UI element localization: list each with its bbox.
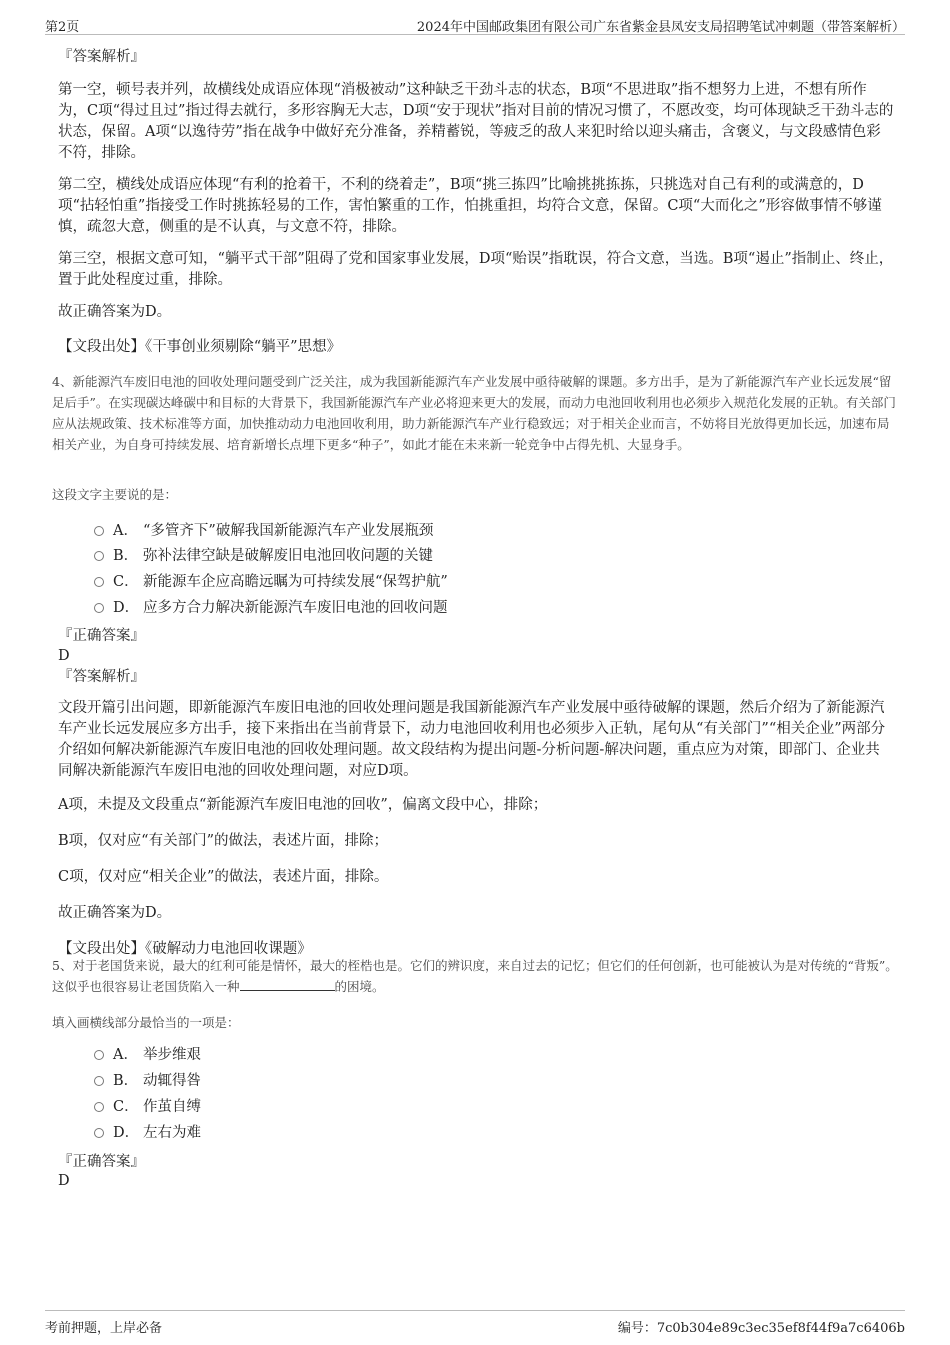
footer-slogan: 考前押题，上岸必备 bbox=[45, 1321, 163, 1336]
analysis-label: 『答案解析』 bbox=[58, 49, 145, 65]
radio-button[interactable] bbox=[94, 551, 104, 561]
q4-option-a[interactable]: A． “多管齐下”破解我国新能源汽车产业发展瓶颈 bbox=[94, 521, 433, 541]
q5-stem: 5、对于老国货来说，最大的红利可能是情怀，最大的桎梏也是。它们的辨识度，来自过去的记忆；但它们的任何创新，也可能被认为是对传统的“背叛”。这似乎也很容易让老国货陷入一种 的困境。 bbox=[52, 958, 898, 994]
source-citation: 【文段出处】《破解动力电池回收课题》 bbox=[58, 941, 312, 957]
radio-button[interactable] bbox=[94, 1050, 104, 1060]
radio-button[interactable] bbox=[94, 1102, 104, 1112]
q4-stem: 4、新能源汽车废旧电池的回收处理问题受到广泛关注，成为我国新能源汽车产业发展中亟待破解的课题。多方出手，是为了新能源汽车产业长远发展“留足后手”。在实现碳达峰碳中和目标的大背景下，我国新能源汽车产业必将迎来更大的发展，而动力电池回收利用也必须步入规范化发展的正轨。有关部门应从法规政策、技术标准等方面，加快推动动力电池回收利用，助力新能源汽车产业行稳致远；对于相关企业而言，不妨将目光放得更加长远，加速布局相关产业，为自身可持续发展、培育新增长点埋下更多“种子”，如此才能在未来新一轮竞争中占得先机、大显身手。 bbox=[52, 374, 896, 452]
q5-option-a[interactable]: A． 举步维艰 bbox=[94, 1045, 201, 1065]
document-id: 编号：7c0b304e89c3ec35ef8f44f9a7c6406b bbox=[617, 1321, 905, 1336]
analysis-paragraph: 第三空，根据文意可知，“躺平式干部”阻碍了党和国家事业发展，D项“贻误”指耽误，符合文意，当选。B项“遏止”指制止、终止，置于此处程度过重，排除。 bbox=[58, 251, 894, 288]
radio-button[interactable] bbox=[94, 1128, 104, 1138]
analysis-paragraph: 文段开篇引出问题，即新能源汽车废旧电池的回收处理问题是我国新能源汽车产业发展中亟待破解的课题，然后介绍为了新能源汽车产业长远发展应多方出手，接下来指出在当前背景下，动力电池回收利用也必须步入正轨，尾句从“有关部门”“相关企业”两部分介绍如何解决新能源汽车废旧电池的回收处理问题。故文段结构为提出问题-分析问题-解决问题，重点应为对策，即部门、企业共同解决新能源汽车废旧电池的回收处理问题，对应D项。 bbox=[58, 700, 886, 779]
radio-button[interactable] bbox=[94, 526, 104, 536]
radio-button[interactable] bbox=[94, 1076, 104, 1086]
correct-answer: D bbox=[58, 1173, 70, 1189]
q5-prompt: 填入画横线部分最恰当的一项是： bbox=[52, 1015, 240, 1030]
q4-analysis bbox=[58, 698, 894, 971]
q3-analysis bbox=[58, 80, 894, 369]
page-header bbox=[45, 14, 905, 35]
analysis-paragraph: A项，未提及文段重点“新能源汽车废旧电池的回收”，偏离文段中心，排除； bbox=[58, 797, 548, 813]
analysis-label: 『答案解析』 bbox=[58, 669, 145, 685]
analysis-paragraph: B项，仅对应“有关部门”的做法，表述片面，排除； bbox=[58, 833, 388, 849]
page-number: 第2页 bbox=[45, 20, 80, 35]
q4-prompt: 这段文字主要说的是： bbox=[52, 487, 178, 502]
correct-answer: D bbox=[58, 648, 70, 664]
q5-option-c[interactable]: C． 作茧自缚 bbox=[94, 1097, 201, 1117]
source-citation: 【文段出处】《干事创业须剔除“躺平”思想》 bbox=[58, 339, 342, 355]
page-footer bbox=[45, 1310, 905, 1335]
q4-option-c[interactable]: C． 新能源车企应高瞻远瞩为可持续发展“保驾护航” bbox=[94, 572, 448, 592]
q4-option-b[interactable]: B． 弥补法律空缺是破解废旧电池回收问题的关键 bbox=[94, 546, 433, 566]
analysis-paragraph: 故正确答案为D。 bbox=[58, 304, 172, 320]
analysis-paragraph: 第二空，横线处成语应体现“有利的抢着干，不利的绕着走”，B项“挑三拣四”比喻挑挑拣拣，只挑选对自己有利的或满意的，D项“拈轻怕重”指接受工作时挑拣轻易的工作，害怕繁重的工作，怕挑重担，均符合文意，保留。C项“大而化之”形容做事情不够谨慎，疏忽大意，侧重的是不认真，与文意不符，排除。 bbox=[58, 177, 882, 235]
radio-button[interactable] bbox=[94, 603, 104, 613]
q5-option-b[interactable]: B． 动辄得咎 bbox=[94, 1071, 201, 1091]
analysis-paragraph: 故正确答案为D。 bbox=[58, 905, 172, 921]
q5-option-d[interactable]: D． 左右为难 bbox=[94, 1123, 201, 1143]
document-title: 2024年中国邮政集团有限公司广东省紫金县凤安支局招聘笔试冲刺题（带答案解析） bbox=[416, 20, 905, 35]
fill-in-blank bbox=[240, 978, 335, 991]
q4-option-d[interactable]: D． 应多方合力解决新能源汽车废旧电池的回收问题 bbox=[94, 598, 448, 618]
answer-label: 『正确答案』 bbox=[58, 1154, 145, 1170]
radio-button[interactable] bbox=[94, 577, 104, 587]
analysis-paragraph: 第一空，顿号表并列，故横线处成语应体现“消极被动”这种缺乏干劲斗志的状态，B项“不思进取”指不想努力上进，不想有所作为，C项“得过且过”指过得去就行，多形容胸无大志，D项“安于现状”指对目前的情况习惯了，不愿改变，均可体现缺乏干劲斗志的状态，保留。A项“以逸待劳”指在战争中做好充分准备，养精蓄锐，等疲乏的敌人来犯时给以迎头痛击，含褒义，与文段感情色彩不符，排除。 bbox=[58, 82, 894, 161]
analysis-paragraph: C项，仅对应“相关企业”的做法，表述片面，排除。 bbox=[58, 869, 389, 885]
answer-label: 『正确答案』 bbox=[58, 628, 145, 644]
